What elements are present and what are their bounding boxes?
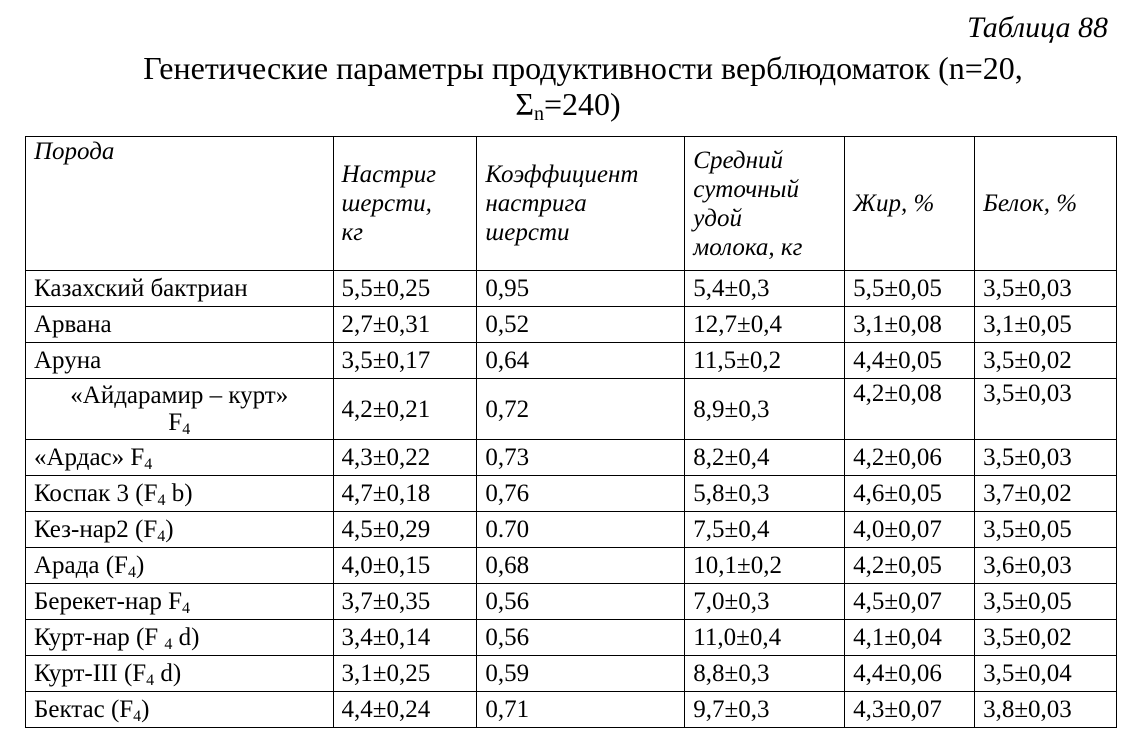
cell-fat: 4,3±0,07	[845, 692, 975, 728]
breed-subscript: 4	[133, 708, 142, 725]
cell-coef: 0,56	[477, 584, 685, 620]
table-caption: Таблица 88	[967, 11, 1108, 44]
cell-coef: 0,95	[477, 271, 685, 307]
cell-protein: 3,5±0,02	[975, 343, 1117, 379]
cell-breed	[26, 620, 334, 656]
header-breed: Порода	[26, 137, 334, 271]
cell-protein: 3,5±0,05	[975, 584, 1117, 620]
breed-name: Курт-нар (F	[34, 624, 165, 651]
cell-wool: 3,4±0,14	[333, 620, 477, 656]
cell-fat: 4,0±0,07	[845, 512, 975, 548]
header-milk-line: суточный	[693, 175, 799, 203]
sigma-symbol: Σ	[515, 86, 534, 122]
cell-protein: 3,7±0,02	[975, 476, 1117, 512]
breed-subscript: 4	[182, 421, 191, 438]
header-milk-line: молока, кг	[693, 233, 803, 261]
cell-coef: 0,71	[477, 692, 685, 728]
table-row	[26, 692, 1117, 728]
cell-breed	[26, 692, 334, 728]
cell-milk: 11,0±0,4	[685, 620, 845, 656]
breed-name: Курт-III (F	[34, 660, 147, 687]
breed-tail: b)	[165, 480, 193, 507]
cell-breed	[26, 379, 334, 440]
cell-protein: 3,5±0,03	[975, 440, 1117, 476]
header-coef-line: шерсти	[485, 219, 570, 246]
cell-milk: 8,2±0,4	[685, 440, 845, 476]
cell-wool: 4,5±0,29	[333, 512, 477, 548]
cell-wool: 4,7±0,18	[333, 476, 477, 512]
cell-breed	[26, 440, 334, 476]
breed-tail: d)	[154, 660, 182, 687]
header-milk-line: Средний	[693, 146, 783, 174]
breed-tail: )	[165, 516, 174, 543]
header-fat: Жир, %	[845, 137, 975, 271]
cell-breed	[26, 548, 334, 584]
header-milk	[685, 137, 845, 271]
cell-coef: 0,72	[477, 379, 685, 440]
table-row	[26, 476, 1117, 512]
cell-milk: 5,4±0,3	[685, 271, 845, 307]
cell-protein: 3,6±0,03	[975, 548, 1117, 584]
breed-subscript: 4	[182, 600, 191, 617]
cell-milk: 9,7±0,3	[685, 692, 845, 728]
breed-subscript: 4	[127, 564, 136, 581]
breed-tail: )	[135, 552, 145, 579]
cell-coef: 0,64	[477, 343, 685, 379]
cell-breed	[26, 656, 334, 692]
table-row	[26, 620, 1117, 656]
breed-name: «Ардас» F	[34, 444, 145, 471]
cell-protein: 3,5±0,05	[975, 512, 1117, 548]
cell-breed: Арвана	[26, 307, 334, 343]
cell-wool: 3,1±0,25	[333, 656, 477, 692]
cell-protein: 3,5±0,04	[975, 656, 1117, 692]
genetics-table	[25, 136, 1117, 728]
breed-subscript: 4	[164, 636, 173, 653]
sigma-value: =240)	[543, 86, 621, 122]
header-coef-line: настрига	[485, 190, 587, 217]
cell-milk: 11,5±0,2	[685, 343, 845, 379]
table-row	[26, 307, 1117, 343]
cell-coef: 0,73	[477, 440, 685, 476]
breed-subscript: 4	[146, 672, 155, 689]
cell-fat: 3,1±0,08	[845, 307, 975, 343]
header-wool-line: Настриг	[341, 161, 436, 188]
cell-wool: 4,2±0,21	[333, 379, 477, 440]
cell-protein: 3,5±0,03	[975, 379, 1117, 440]
breed-subscript: 4	[144, 456, 153, 473]
header-protein: Белок, %	[975, 137, 1117, 271]
cell-fat: 4,4±0,06	[845, 656, 975, 692]
cell-protein: 3,8±0,03	[975, 692, 1117, 728]
cell-breed	[26, 512, 334, 548]
cell-milk: 8,8±0,3	[685, 656, 845, 692]
breed-line-1: «Айдарамир – курт»	[70, 382, 289, 409]
cell-milk: 7,5±0,4	[685, 512, 845, 548]
cell-fat: 4,6±0,05	[845, 476, 975, 512]
table-title	[0, 50, 1136, 125]
table-row	[26, 379, 1117, 440]
table-row	[26, 512, 1117, 548]
breed-subscript: 4	[157, 492, 166, 509]
cell-fat: 4,1±0,04	[845, 620, 975, 656]
cell-breed	[26, 584, 334, 620]
table-row	[26, 584, 1117, 620]
title-line-2	[0, 86, 1136, 125]
cell-wool: 4,0±0,15	[333, 548, 477, 584]
breed-tail: )	[141, 696, 150, 723]
cell-fat: 4,2±0,08	[845, 379, 975, 440]
cell-coef: 0,76	[477, 476, 685, 512]
table-row	[26, 271, 1117, 307]
cell-protein: 3,5±0,02	[975, 620, 1117, 656]
cell-coef: 0,52	[477, 307, 685, 343]
cell-wool: 4,4±0,24	[333, 692, 477, 728]
table-row	[26, 548, 1117, 584]
cell-fat: 5,5±0,05	[845, 271, 975, 307]
breed-name: Арада (F	[34, 552, 128, 579]
table-row	[26, 656, 1117, 692]
cell-protein: 3,1±0,05	[975, 307, 1117, 343]
cell-milk: 7,0±0,3	[685, 584, 845, 620]
header-wool-line: шерсти,	[341, 190, 432, 217]
table-row	[26, 343, 1117, 379]
cell-milk: 8,9±0,3	[685, 379, 845, 440]
cell-protein: 3,5±0,03	[975, 271, 1117, 307]
cell-wool: 5,5±0,25	[333, 271, 477, 307]
cell-fat: 4,5±0,07	[845, 584, 975, 620]
cell-milk: 5,8±0,3	[685, 476, 845, 512]
cell-coef: 0,59	[477, 656, 685, 692]
header-coef-line: Коэффициент	[485, 161, 639, 188]
table-row	[26, 440, 1117, 476]
title-line-1: Генетические параметры продуктивности верблюдоматок (n=20,	[143, 50, 1023, 86]
header-coef	[477, 137, 685, 271]
sigma-subscript: n	[533, 103, 544, 125]
header-row	[26, 137, 1117, 271]
breed-name: Бектас (F	[34, 696, 134, 723]
cell-fat: 4,2±0,06	[845, 440, 975, 476]
cell-fat: 4,4±0,05	[845, 343, 975, 379]
breed-subscript: 4	[157, 528, 166, 545]
breed-tail: d)	[172, 624, 200, 651]
header-wool	[333, 137, 477, 271]
cell-coef: 0.70	[477, 512, 685, 548]
header-milk-line: удой	[693, 204, 742, 232]
cell-fat: 4,2±0,05	[845, 548, 975, 584]
cell-coef: 0,68	[477, 548, 685, 584]
header-wool-line: кг	[341, 219, 363, 246]
breed-name: Кез-нар2 (F	[34, 516, 158, 543]
breed-name: Берекет-нар F	[34, 588, 183, 615]
cell-wool: 3,5±0,17	[333, 343, 477, 379]
cell-breed: Аруна	[26, 343, 334, 379]
breed-name: Коспак 3 (F	[34, 480, 158, 507]
cell-coef: 0,56	[477, 620, 685, 656]
cell-milk: 12,7±0,4	[685, 307, 845, 343]
cell-breed: Казахский бактриан	[26, 271, 334, 307]
cell-wool: 3,7±0,35	[333, 584, 477, 620]
cell-wool: 2,7±0,31	[333, 307, 477, 343]
cell-wool: 4,3±0,22	[333, 440, 477, 476]
cell-milk: 10,1±0,2	[685, 548, 845, 584]
breed-line-2: F	[168, 409, 183, 436]
cell-breed	[26, 476, 334, 512]
